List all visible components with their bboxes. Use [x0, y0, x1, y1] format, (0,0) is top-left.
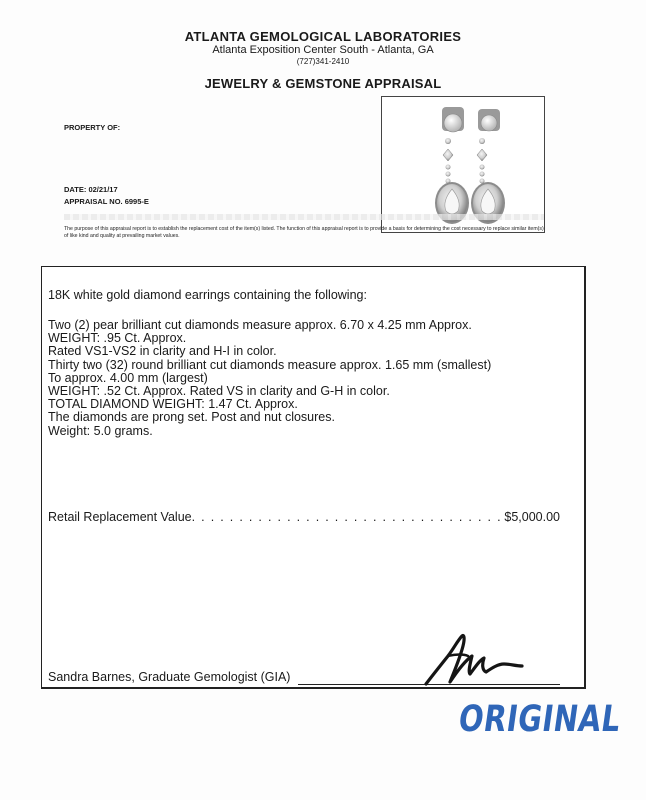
- description-line: WEIGHT: .52 Ct. Approx. Rated VS in clarity and G-H in color.: [48, 384, 390, 399]
- lab-phone: (727)341-2410: [296, 57, 350, 66]
- description-line: TOTAL DIAMOND WEIGHT: 1.47 Ct. Approx.: [48, 397, 298, 412]
- rrv-label: Retail Replacement Value: [48, 510, 192, 524]
- lab-name: ATLANTA GEMOLOGICAL LABORATORIES: [184, 29, 462, 44]
- document-title: JEWELRY & GEMSTONE APPRAISAL: [204, 76, 442, 91]
- description-line: To approx. 4.00 mm (largest): [48, 370, 208, 385]
- property-of-label: PROPERTY OF:: [64, 123, 121, 132]
- description-line: Two (2) pear brilliant cut diamonds measure approx. 6.70 x 4.25 mm Approx.: [48, 318, 472, 332]
- description-line: Weight: 5.0 grams.: [48, 423, 153, 438]
- appraisal-number: APPRAISAL NO. 6995-E: [64, 197, 149, 206]
- item-intro: 18K white gold diamond earrings containing the following:: [48, 288, 367, 302]
- retail-replacement-value: [48, 510, 560, 524]
- gemologist-name: Sandra Barnes, Graduate Gemologist (GIA): [48, 670, 291, 684]
- handwritten-signature: [418, 626, 528, 691]
- earrings-photo: [381, 96, 545, 233]
- item-description: [48, 319, 491, 438]
- lab-address: Atlanta Exposition Center South - Atlanta, GA: [212, 44, 434, 56]
- original-stamp: ORIGINAL: [456, 697, 624, 740]
- rrv-leader-dots: [192, 510, 505, 524]
- description-line: Thirty two (32) round brilliant cut diamonds measure approx. 1.65 mm (smallest): [48, 357, 492, 372]
- watermark-strip: [64, 214, 544, 220]
- earrings-photo-icon: [382, 97, 544, 232]
- purpose-statement: The purpose of this appraisal report is to establish the replacement cost of the item(s) listed. The function of this appraisal report is to provide a basis for determining the cost necessary to replace similar item(s) of like kind and quality at prevailing market values.: [64, 226, 544, 239]
- rrv-amount: $5,000.00: [504, 510, 560, 524]
- description-line: The diamonds are prong set. Post and nut closures.: [48, 410, 335, 425]
- appraisal-date: DATE: 02/21/17: [64, 185, 118, 194]
- description-line: Rated VS1-VS2 in clarity and H-I in color.: [48, 344, 277, 359]
- description-line: WEIGHT: .95 Ct. Approx.: [48, 331, 187, 346]
